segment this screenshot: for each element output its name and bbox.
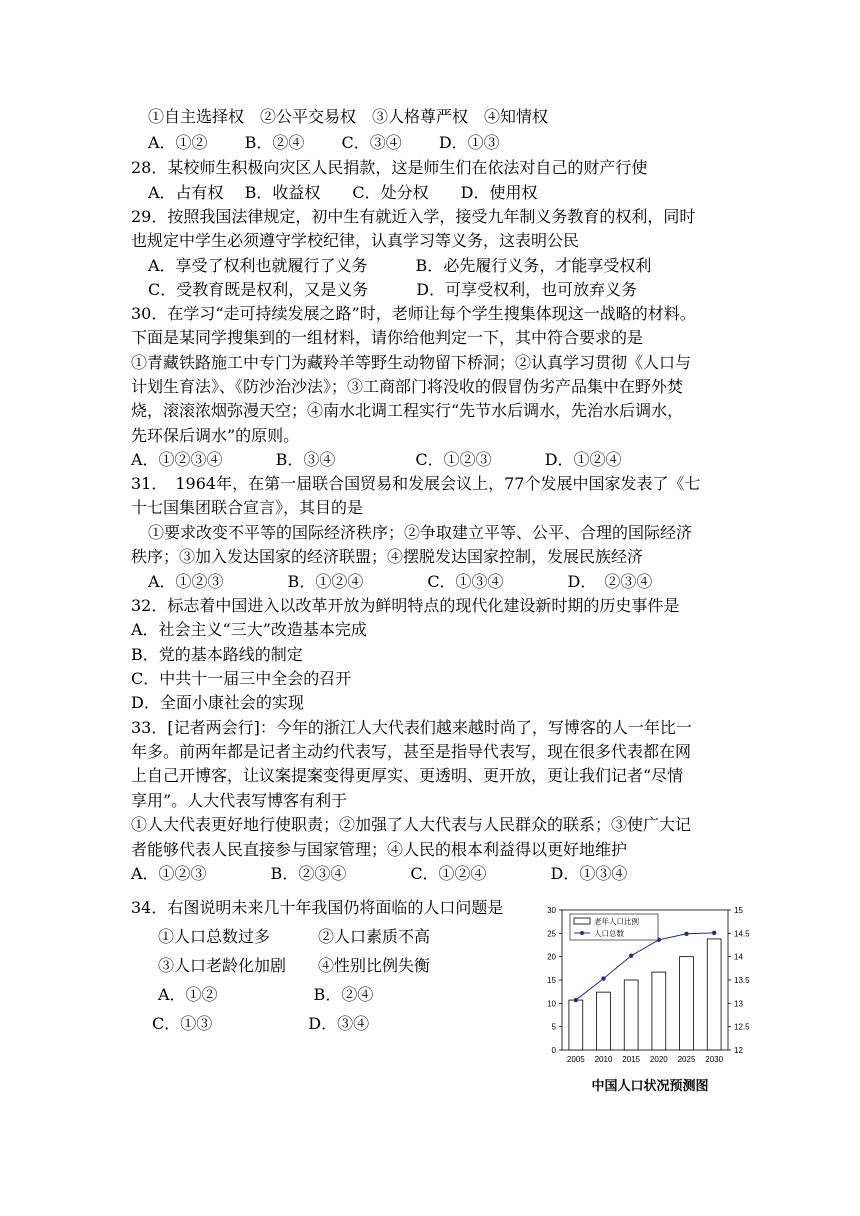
- q33-material-2: 者能够代表人民直接参与国家管理；④人民的根本利益得以更好地维护: [131, 840, 628, 859]
- bar-2020: [652, 972, 666, 1050]
- q31-answer-choices: A．①②③ B．①②④ C．①③④ D． ②③④: [148, 572, 653, 591]
- q31-material-2: 秩序；③加入发达国家的经济联盟；④摆脱发达国家控制，发展民族经济: [131, 547, 644, 566]
- q33-material-1: ①人大代表更好地行使职责；②加强了人大代表与人民群众的联系；③使广大记: [131, 815, 692, 834]
- q32-option-b: B．党的基本路线的制定: [131, 645, 303, 664]
- bar-2025: [680, 957, 694, 1050]
- q32-option-d: D．全面小康社会的实现: [131, 693, 304, 712]
- q31-stem-2: 十七国集团联合宣言》，其目的是: [131, 498, 364, 517]
- x-axis-tick-label: 2005: [566, 1055, 585, 1064]
- q29-choices-ab: A．享受了权利也就履行了义务 B．必先履行义务，才能享受权利: [148, 256, 652, 275]
- right-axis-tick-label: 14.5: [734, 929, 750, 939]
- q34-choices-ab: A．①② B．②④: [158, 985, 374, 1004]
- x-axis-tick-label: 2015: [622, 1055, 641, 1064]
- q30-material-2: 计划生育法》、《防沙治沙法》；③工商部门将没收的假冒伪劣产品集中在野外焚: [131, 377, 684, 396]
- bar-2015: [624, 980, 638, 1050]
- q30-stem-2: 下面是某同学搜集到的一组材料，请你给他判定一下，其中符合要求的是: [131, 328, 644, 347]
- q34-options-1: ①人口总数过多 ②人口素质不高: [158, 927, 431, 946]
- x-axis-tick-label: 2020: [649, 1055, 668, 1064]
- q30-stem-1: 30．在学习“走可持续发展之路”时，老师让每个学生搜集体现这一战略的材料。: [131, 304, 696, 323]
- legend-bar-label: 老年人口比例: [594, 917, 639, 926]
- q30-answer-choices: A．①②③④ B．③④ C．①②③ D．①②④: [131, 450, 622, 469]
- q32-option-a: A．社会主义“三大”改造基本完成: [131, 620, 367, 639]
- left-axis-tick-label: 0: [551, 1046, 556, 1055]
- left-axis-tick-label: 10: [547, 999, 556, 1009]
- q30-material-3: 烧，滚滚浓烟弥漫天空；④南水北调工程实行“先节水后调水，先治水后调水，: [131, 401, 684, 420]
- q34-stem: 34．右图说明未来几十年我国仍将面临的人口问题是: [131, 898, 504, 917]
- right-axis-tick-label: 13: [734, 999, 743, 1009]
- right-axis-tick-label: 12: [734, 1046, 743, 1055]
- population-forecast-chart: [530, 898, 760, 1098]
- q27-options-list: ①自主选择权 ②公平交易权 ③人格尊严权 ④知情权: [148, 107, 549, 126]
- right-axis-tick-label: 13.5: [734, 976, 750, 985]
- x-axis-tick-label: 2010: [594, 1055, 613, 1064]
- q32-option-c: C．中共十一届三中全会的召开: [131, 669, 352, 688]
- point-2010: [601, 976, 605, 980]
- left-axis-tick-label: 15: [547, 976, 556, 985]
- q28-answer-choices: A．占有权 B．收益权 C．处分权 D．使用权: [148, 183, 538, 202]
- left-axis-tick-label: 20: [547, 952, 556, 962]
- legend-line-label: 人口总数: [594, 929, 624, 938]
- point-2015: [629, 954, 633, 958]
- chart-title: 中国人口状况预测图: [591, 1079, 709, 1094]
- x-axis-tick-label: 2025: [677, 1055, 696, 1064]
- q32-stem: 32．标志着中国进入以改革开放为鲜明特点的现代化建设新时期的历史事件是: [131, 596, 680, 615]
- x-axis-tick-label: 2030: [705, 1055, 724, 1064]
- q34-choices-cd: C．①③ D．③④: [152, 1014, 370, 1033]
- q33-stem-2: 年多。前两年都是记者主动约代表写，甚至是指导代表写，现在很多代表都在网: [131, 742, 692, 761]
- left-axis-tick-label: 5: [551, 1022, 556, 1032]
- legend-bar-swatch: [574, 918, 590, 924]
- q27-answer-choices: A．①② B．②④ C．③④ D．①③: [148, 133, 500, 152]
- q28-stem: 28．某校师生积极向灾区人民捐款，这是师生们在依法对自己的财产行使: [131, 158, 648, 177]
- q29-choices-cd: C．受教育既是权利，又是义务 D．可享受权利，也可放弃义务: [148, 280, 638, 299]
- q33-stem-3: 上自己开博客，让议案提案变得更厚实、更透明、更开放，更让我们记者“尽情: [131, 766, 684, 785]
- q29-stem-2: 也规定中学生必须遵守学校纪律，认真学习等义务，这表明公民: [131, 231, 580, 250]
- point-2025: [684, 932, 688, 936]
- left-axis-tick-label: 30: [547, 906, 556, 915]
- bar-2005: [569, 1000, 583, 1050]
- right-axis-tick-label: 12.5: [734, 1022, 750, 1032]
- left-axis-tick-label: 25: [547, 929, 556, 939]
- bar-2030: [707, 939, 721, 1050]
- q30-material-4: 先环保后调水”的原则。: [131, 426, 300, 445]
- q34-options-2: ③人口老龄化加剧 ④性别比例失衡: [158, 956, 431, 975]
- q33-stem-1: 33．[记者两会行]：今年的浙江人大代表们越来越时尚了，写博客的人一年比一: [131, 718, 692, 737]
- right-axis-tick-label: 15: [734, 906, 743, 915]
- right-axis-tick-label: 14: [734, 952, 743, 962]
- point-2030: [712, 931, 716, 935]
- q29-stem-1: 29．按照我国法律规定，初中生有就近入学，接受九年制义务教育的权利，同时: [131, 207, 696, 226]
- point-2005: [574, 998, 578, 1002]
- bar-2010: [597, 992, 611, 1050]
- q30-material-1: ①青藏铁路施工中专门为藏羚羊等野生动物留下桥洞；②认真学习贯彻《人口与: [131, 353, 692, 372]
- q33-stem-4: 享用”。人大代表写博客有利于: [131, 791, 348, 810]
- q31-stem-1: 31． 1964年，在第一届联合国贸易和发展会议上，77个发展中国家发表了《七: [131, 474, 701, 493]
- q31-material-1: ①要求改变不平等的国际经济秩序；②争取建立平等、公平、合理的国际经济: [148, 523, 693, 542]
- legend-line-marker: [580, 931, 584, 935]
- q33-answer-choices: A．①②③ B．②③④ C．①②④ D．①③④: [131, 864, 628, 883]
